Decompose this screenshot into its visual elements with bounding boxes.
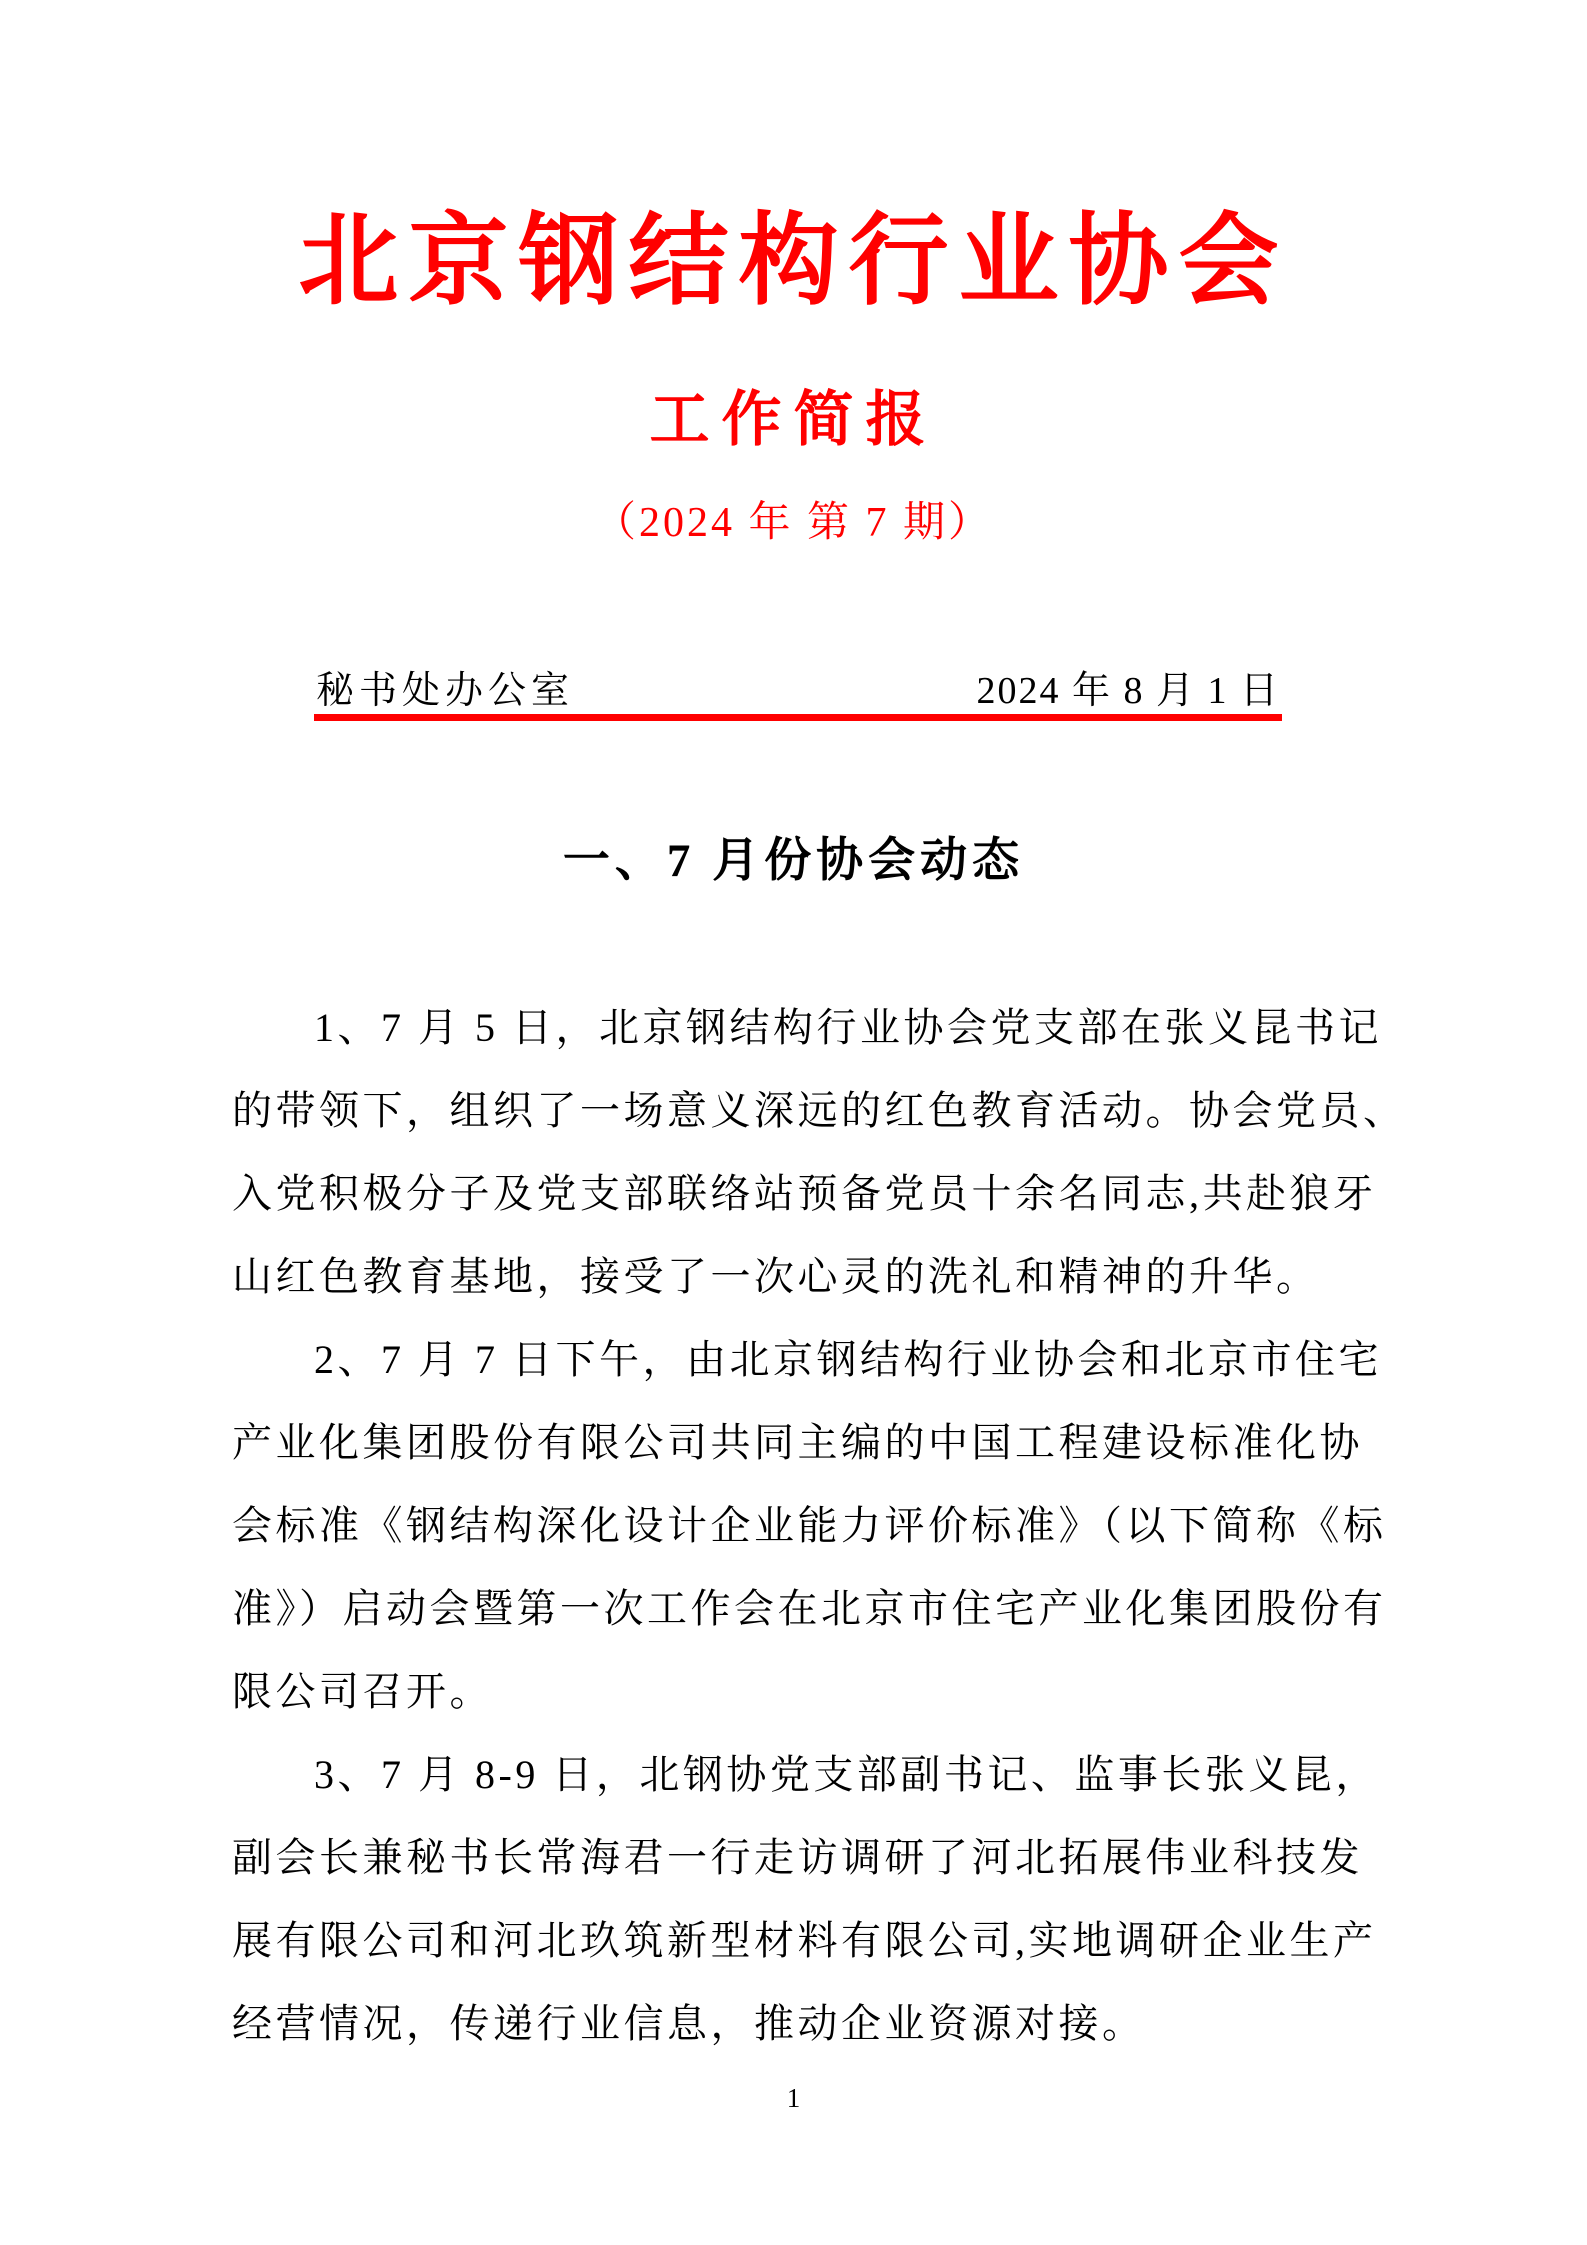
body-line: 会标准《钢结构深化设计企业能力评价标准》（以下简称《标 (232, 1503, 1387, 1548)
body-line: 展有限公司和河北玖筑新型材料有限公司,实地调研企业生产 (232, 1918, 1377, 1963)
bulletin-title: 工作简报 (649, 387, 938, 453)
masthead-row (316, 668, 1280, 714)
org-title: 北京钢结构行业协会 (298, 206, 1289, 317)
body-line: 3、7 月 8-9 日，北钢协党支部副书记、监事长张义昆， (314, 1752, 1379, 1797)
body-line: 2、7 月 7 日下午，由北京钢结构行业协会和北京市住宅 (314, 1337, 1382, 1382)
body-line: 经营情况，传递行业信息，推动企业资源对接。 (232, 2001, 1146, 2046)
body-line: 山红色教育基地，接受了一次心灵的洗礼和精神的升华。 (232, 1254, 1320, 1299)
section-heading: 一、7 月份协会动态 (562, 835, 1025, 887)
body-line: 的带领下，组织了一场意义深远的红色教育活动。协会党员、 (232, 1088, 1407, 1133)
body-line: 副会长兼秘书长常海君一行走访调研了河北拓展伟业科技发 (232, 1835, 1363, 1880)
body-line: 准》）启动会暨第一次工作会在北京市住宅产业化集团股份有 (232, 1586, 1387, 1631)
body-line: 入党积极分子及党支部联络站预备党员十余名同志,共赴狼牙 (232, 1171, 1377, 1216)
red-divider-rule (314, 714, 1282, 721)
body-line: 产业化集团股份有限公司共同主编的中国工程建设标准化协 (232, 1420, 1363, 1465)
body-line: 限公司召开。 (232, 1669, 493, 1714)
body-paragraphs (232, 986, 1407, 2065)
office-label: 秘书处办公室 (316, 670, 575, 712)
body-line: 1、7 月 5 日，北京钢结构行业协会党支部在张义昆书记 (314, 1005, 1382, 1050)
date-label: 2024 年 8 月 1 日 (976, 670, 1280, 712)
issue-line: （2024 年 第 7 期） (593, 500, 993, 546)
page-number: 1 (786, 2083, 801, 2113)
